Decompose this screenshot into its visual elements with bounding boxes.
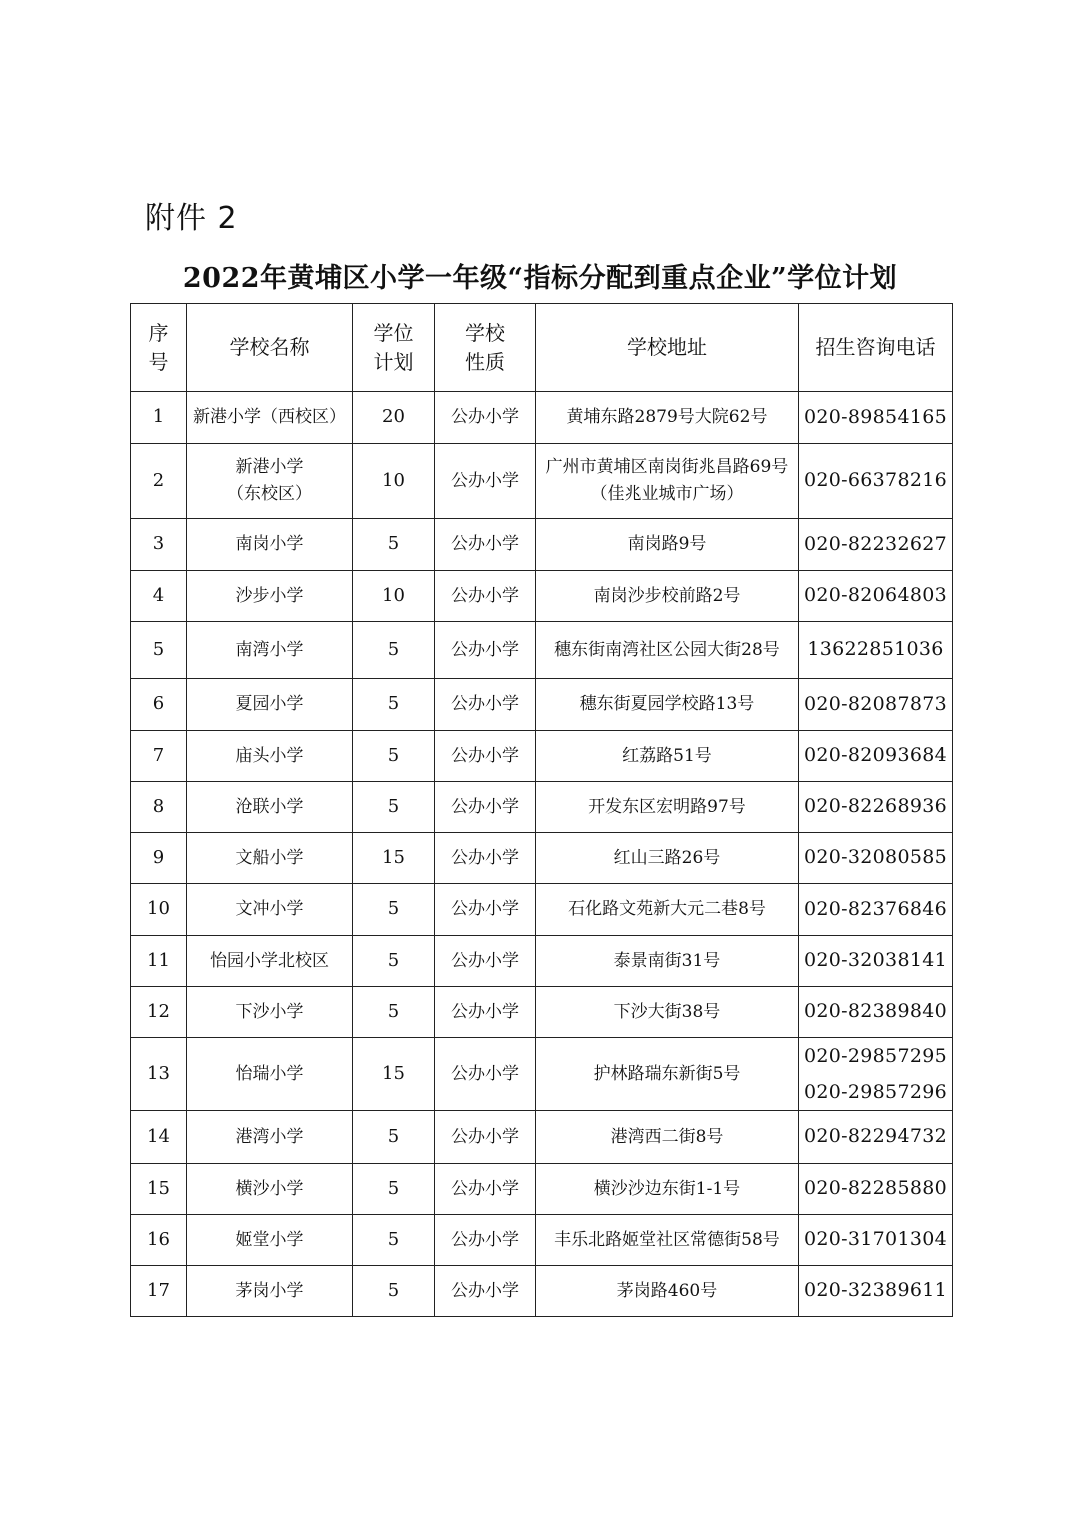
row-plan: 5 bbox=[353, 987, 435, 1038]
header-type bbox=[435, 304, 536, 392]
row-index: 17 bbox=[131, 1266, 187, 1317]
attachment-label: 附件 2 bbox=[145, 201, 238, 236]
row-index: 13 bbox=[131, 1038, 187, 1111]
table-row bbox=[131, 833, 953, 884]
row-phone: 020-82389840 bbox=[799, 987, 953, 1038]
header-address: 学校地址 bbox=[536, 304, 799, 392]
row-school-name: 沙步小学 bbox=[187, 571, 353, 622]
row-index: 15 bbox=[131, 1164, 187, 1215]
row-type: 公办小学 bbox=[435, 1164, 536, 1215]
header-type-line: 性质 bbox=[465, 349, 505, 374]
row-plan: 5 bbox=[353, 679, 435, 731]
row-school-name: 庙头小学 bbox=[187, 731, 353, 782]
row-type: 公办小学 bbox=[435, 1215, 536, 1266]
row-phone: 020-32080585 bbox=[799, 833, 953, 884]
row-phone: 020-82376846 bbox=[799, 884, 953, 936]
row-plan: 15 bbox=[353, 833, 435, 884]
table-row bbox=[131, 571, 953, 622]
header-school-name: 学校名称 bbox=[187, 304, 353, 392]
row-plan: 20 bbox=[353, 392, 435, 444]
row-school-name: 沧联小学 bbox=[187, 782, 353, 833]
row-school-name: 新港小学（西校区） bbox=[187, 392, 353, 444]
row-school-name: 港湾小学 bbox=[187, 1111, 353, 1164]
table-row bbox=[131, 1111, 953, 1164]
row-type: 公办小学 bbox=[435, 833, 536, 884]
row-phone bbox=[799, 1038, 953, 1111]
row-address: 南岗沙步校前路2号 bbox=[536, 571, 799, 622]
row-school-name-line: 新港小学 bbox=[235, 456, 304, 477]
row-address: 红荔路51号 bbox=[536, 731, 799, 782]
header-phone: 招生咨询电话 bbox=[799, 304, 953, 392]
row-index: 3 bbox=[131, 519, 187, 571]
table-row bbox=[131, 444, 953, 519]
table-header-row bbox=[131, 304, 953, 392]
row-index: 6 bbox=[131, 679, 187, 731]
table-row bbox=[131, 679, 953, 731]
row-plan: 5 bbox=[353, 622, 435, 679]
row-type: 公办小学 bbox=[435, 731, 536, 782]
row-type: 公办小学 bbox=[435, 444, 536, 519]
row-plan: 5 bbox=[353, 1215, 435, 1266]
document-title: 2022年黄埔区小学一年级“指标分配到重点企业”学位计划 bbox=[182, 263, 898, 294]
row-school-name: 文冲小学 bbox=[187, 884, 353, 936]
row-index: 11 bbox=[131, 936, 187, 987]
header-plan bbox=[353, 304, 435, 392]
row-address: 南岗路9号 bbox=[536, 519, 799, 571]
table-row bbox=[131, 1038, 953, 1111]
row-plan: 5 bbox=[353, 1111, 435, 1164]
row-phone: 020-82093684 bbox=[799, 731, 953, 782]
row-plan: 10 bbox=[353, 444, 435, 519]
row-type: 公办小学 bbox=[435, 622, 536, 679]
row-address: 泰景南街31号 bbox=[536, 936, 799, 987]
row-phone: 020-82294732 bbox=[799, 1111, 953, 1164]
row-school-name: 怡瑞小学 bbox=[187, 1038, 353, 1111]
row-type: 公办小学 bbox=[435, 782, 536, 833]
header-plan-line: 计划 bbox=[373, 349, 414, 374]
row-type: 公办小学 bbox=[435, 936, 536, 987]
row-school-name: 姬堂小学 bbox=[187, 1215, 353, 1266]
row-phone: 020-66378216 bbox=[799, 444, 953, 519]
row-address: 黄埔东路2879号大院62号 bbox=[536, 392, 799, 444]
row-school-name: 南湾小学 bbox=[187, 622, 353, 679]
table-row bbox=[131, 782, 953, 833]
row-phone: 020-82285880 bbox=[799, 1164, 953, 1215]
table-row bbox=[131, 1215, 953, 1266]
school-plan-table bbox=[130, 303, 953, 1317]
row-type: 公办小学 bbox=[435, 1111, 536, 1164]
row-type: 公办小学 bbox=[435, 1038, 536, 1111]
row-type: 公办小学 bbox=[435, 679, 536, 731]
row-index: 1 bbox=[131, 392, 187, 444]
row-school-name bbox=[187, 444, 353, 519]
row-school-name: 南岗小学 bbox=[187, 519, 353, 571]
table-row bbox=[131, 731, 953, 782]
table-row bbox=[131, 1266, 953, 1317]
table-row bbox=[131, 392, 953, 444]
row-plan: 15 bbox=[353, 1038, 435, 1111]
row-address: 石化路文苑新大元二巷8号 bbox=[536, 884, 799, 936]
table-row bbox=[131, 987, 953, 1038]
row-index: 12 bbox=[131, 987, 187, 1038]
row-index: 16 bbox=[131, 1215, 187, 1266]
row-plan: 5 bbox=[353, 884, 435, 936]
row-plan: 10 bbox=[353, 571, 435, 622]
row-phone: 020-31701304 bbox=[799, 1215, 953, 1266]
row-plan: 5 bbox=[353, 1164, 435, 1215]
row-school-name: 横沙小学 bbox=[187, 1164, 353, 1215]
row-index: 5 bbox=[131, 622, 187, 679]
table-row bbox=[131, 936, 953, 987]
row-address-line: 广州市黄埔区南岗街兆昌路69号 bbox=[545, 456, 789, 477]
row-address bbox=[536, 444, 799, 519]
row-school-name: 怡园小学北校区 bbox=[187, 936, 353, 987]
row-school-name: 夏园小学 bbox=[187, 679, 353, 731]
row-address: 下沙大街38号 bbox=[536, 987, 799, 1038]
row-plan: 5 bbox=[353, 1266, 435, 1317]
table-row bbox=[131, 519, 953, 571]
row-phone: 020-82268936 bbox=[799, 782, 953, 833]
table-row bbox=[131, 622, 953, 679]
row-index: 14 bbox=[131, 1111, 187, 1164]
header-index-line: 号 bbox=[148, 349, 169, 374]
row-phone: 020-32038141 bbox=[799, 936, 953, 987]
row-school-name: 下沙小学 bbox=[187, 987, 353, 1038]
row-type: 公办小学 bbox=[435, 884, 536, 936]
row-plan: 5 bbox=[353, 731, 435, 782]
row-type: 公办小学 bbox=[435, 392, 536, 444]
row-index: 10 bbox=[131, 884, 187, 936]
row-school-name: 文船小学 bbox=[187, 833, 353, 884]
row-phone: 020-82087873 bbox=[799, 679, 953, 731]
row-phone: 020-89854165 bbox=[799, 392, 953, 444]
row-plan: 5 bbox=[353, 936, 435, 987]
row-address: 穗东街南湾社区公园大街28号 bbox=[536, 622, 799, 679]
row-address: 丰乐北路姬堂社区常德街58号 bbox=[536, 1215, 799, 1266]
header-type-line: 学校 bbox=[465, 320, 505, 345]
row-index: 4 bbox=[131, 571, 187, 622]
table-row bbox=[131, 1164, 953, 1215]
row-phone: 13622851036 bbox=[799, 622, 953, 679]
row-index: 7 bbox=[131, 731, 187, 782]
row-index: 9 bbox=[131, 833, 187, 884]
row-type: 公办小学 bbox=[435, 1266, 536, 1317]
row-type: 公办小学 bbox=[435, 571, 536, 622]
row-type: 公办小学 bbox=[435, 987, 536, 1038]
row-plan: 5 bbox=[353, 782, 435, 833]
row-school-name-line: （东校区） bbox=[227, 484, 312, 504]
row-school-name: 茅岗小学 bbox=[187, 1266, 353, 1317]
row-phone: 020-32389611 bbox=[799, 1266, 953, 1317]
row-address: 横沙沙边东街1-1号 bbox=[536, 1164, 799, 1215]
table-row bbox=[131, 884, 953, 936]
row-address: 茅岗路460号 bbox=[536, 1266, 799, 1317]
row-address: 开发东区宏明路97号 bbox=[536, 782, 799, 833]
row-address-line: （佳兆业城市广场） bbox=[590, 484, 744, 504]
row-plan: 5 bbox=[353, 519, 435, 571]
row-index: 2 bbox=[131, 444, 187, 519]
row-phone-line: 020-29857295 bbox=[804, 1045, 947, 1067]
row-type: 公办小学 bbox=[435, 519, 536, 571]
row-address: 穗东街夏园学校路13号 bbox=[536, 679, 799, 731]
header-plan-line: 学位 bbox=[373, 320, 414, 345]
header-index-line: 序 bbox=[148, 320, 169, 345]
row-address: 港湾西二街8号 bbox=[536, 1111, 799, 1164]
row-phone: 020-82064803 bbox=[799, 571, 953, 622]
header-index bbox=[131, 304, 187, 392]
row-index: 8 bbox=[131, 782, 187, 833]
row-address: 护林路瑞东新街5号 bbox=[536, 1038, 799, 1111]
row-phone-line: 020-29857296 bbox=[804, 1081, 947, 1104]
row-phone: 020-82232627 bbox=[799, 519, 953, 571]
row-address: 红山三路26号 bbox=[536, 833, 799, 884]
